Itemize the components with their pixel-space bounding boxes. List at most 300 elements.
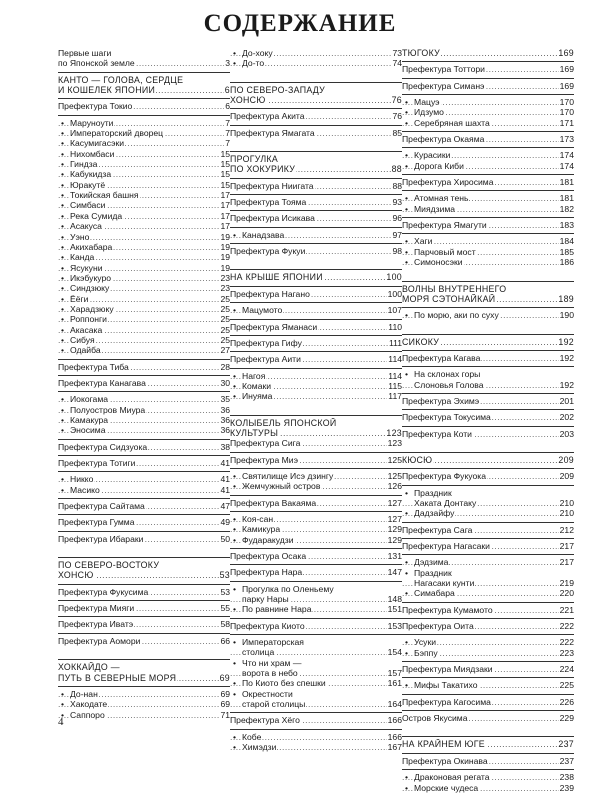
toc-subentry[interactable]	[58, 405, 230, 415]
toc-subentry[interactable]	[230, 647, 402, 657]
toc-entry-title: по Японской земле	[58, 58, 135, 69]
toc-subentry[interactable]	[58, 425, 230, 435]
toc-subentry[interactable]	[402, 161, 574, 171]
toc-entry[interactable]	[230, 455, 402, 465]
toc-entry[interactable]	[230, 438, 402, 448]
bullet-icon: •	[405, 193, 409, 204]
toc-subentry[interactable]	[230, 471, 402, 481]
toc-subentry[interactable]	[402, 247, 574, 257]
toc-entry[interactable]	[230, 197, 402, 207]
toc-entry[interactable]	[58, 619, 230, 629]
toc-section-heading[interactable]	[402, 284, 574, 294]
toc-entry[interactable]	[230, 128, 402, 138]
toc-entry-title: Атомная тень	[414, 193, 469, 204]
toc-subentry[interactable]	[230, 58, 402, 68]
toc-subentry[interactable]	[230, 678, 402, 688]
toc-entry-title: До-нан	[70, 688, 98, 699]
toc-subentry[interactable]	[230, 689, 402, 699]
toc-page-number: 129	[387, 534, 402, 545]
toc-entry[interactable]	[58, 603, 230, 613]
toc-entry[interactable]	[58, 501, 230, 511]
toc-entry-title: Парчовый мост	[414, 246, 476, 257]
toc-entry-title: КУЛЬТУРЫ	[230, 427, 279, 438]
toc-subentry[interactable]	[230, 48, 402, 58]
toc-page-number: 7	[225, 138, 230, 149]
toc-entry[interactable]	[230, 621, 402, 631]
toc-subentry[interactable]	[230, 594, 402, 604]
toc-entry-title: Усуки	[414, 637, 437, 648]
toc-page-number: 53	[219, 570, 230, 581]
toc-entry[interactable]	[230, 498, 402, 508]
bullet-icon: •	[61, 709, 65, 720]
toc-subentry[interactable]	[230, 481, 402, 491]
toc-page-number: 210	[559, 497, 574, 508]
toc-entry[interactable]	[230, 181, 402, 191]
bullet-icon: •	[405, 246, 409, 257]
toc-section-heading[interactable]	[58, 570, 230, 580]
toc-entry-title: Река Сумида	[70, 210, 123, 221]
toc-entry-title: Касумигасэки	[70, 138, 125, 149]
toc-entry[interactable]	[402, 621, 574, 631]
toc-entry[interactable]	[230, 213, 402, 223]
divider-rule	[58, 531, 230, 532]
toc-subentry[interactable]	[402, 568, 574, 578]
toc-subentry[interactable]	[230, 637, 402, 647]
toc-entry-title: Префектура Сайтама	[58, 501, 145, 512]
toc-entry[interactable]	[230, 246, 402, 256]
toc-entry[interactable]	[402, 713, 574, 723]
toc-section-heading[interactable]	[230, 272, 402, 282]
toc-entry-title: Префектура Кагава	[402, 352, 481, 363]
toc-section-heading[interactable]	[58, 560, 230, 570]
toc-entry-title: Праздник	[414, 487, 452, 498]
toc-page-number: 98	[392, 246, 402, 257]
toc-entry[interactable]	[230, 289, 402, 299]
divider-rule	[58, 498, 230, 499]
divider-rule	[402, 554, 574, 555]
toc-page-number: 237	[559, 755, 574, 766]
toc-subentry[interactable]	[230, 514, 402, 524]
toc-entry[interactable]	[402, 471, 574, 481]
toc-subentry[interactable]	[402, 193, 574, 203]
toc-page-number: 55	[220, 603, 230, 614]
toc-section-heading[interactable]	[402, 337, 574, 347]
toc-page-number: 221	[559, 604, 574, 615]
toc-entry-title: Префектура Яманаси	[230, 321, 318, 332]
toc-page-number: 185	[559, 246, 574, 257]
page-number: 4	[58, 716, 64, 728]
divider-rule	[230, 108, 402, 109]
toc-subentry[interactable]	[402, 578, 574, 588]
bullet-icon: •	[61, 210, 65, 221]
toc-entry-title: Уэно	[70, 231, 90, 242]
toc-subentry[interactable]	[230, 584, 402, 594]
toc-subentry[interactable]	[58, 415, 230, 425]
divider-rule	[230, 415, 402, 416]
toc-page-number: 147	[387, 567, 402, 578]
toc-subentry[interactable]	[402, 204, 574, 214]
toc-section-heading[interactable]	[402, 455, 574, 465]
toc-section-heading[interactable]	[230, 428, 402, 438]
toc-section-heading[interactable]	[402, 739, 574, 749]
toc-entry[interactable]	[230, 338, 402, 348]
bullet-icon: •	[61, 252, 65, 263]
section-gap	[230, 256, 402, 266]
toc-section-heading[interactable]	[58, 662, 230, 672]
divider-rule	[230, 319, 402, 320]
toc-page-number: 190	[559, 310, 574, 321]
toc-subentry[interactable]	[230, 524, 402, 534]
toc-entry-title: Префектура Коти	[402, 428, 472, 439]
toc-page-number: 27	[220, 345, 230, 356]
toc-subentry[interactable]	[58, 242, 230, 252]
toc-entry[interactable]	[402, 220, 574, 230]
toc-entry[interactable]	[402, 353, 574, 363]
toc-page-number: 202	[559, 412, 574, 423]
divider-rule	[230, 581, 402, 582]
divider-rule	[402, 602, 574, 603]
toc-entry[interactable]	[58, 442, 230, 452]
toc-page-number: 100	[386, 272, 402, 283]
toc-subentry[interactable]	[58, 335, 230, 345]
divider-rule	[402, 710, 574, 711]
toc-entry[interactable]	[230, 354, 402, 364]
toc-entry-title: Икэбукуро	[70, 272, 112, 283]
toc-page-number: 17	[220, 200, 230, 211]
bullet-icon: •	[61, 231, 65, 242]
toc-entry[interactable]	[402, 429, 574, 439]
toc-section-heading[interactable]	[58, 85, 230, 95]
toc-subentry[interactable]	[402, 772, 574, 782]
toc-entry-title: ХОНСЮ	[230, 95, 266, 106]
toc-subentry[interactable]	[230, 604, 402, 614]
toc-subentry[interactable]	[58, 325, 230, 335]
toc-subentry[interactable]	[230, 658, 402, 668]
toc-entry-title: Нагасаки кунти	[414, 578, 475, 589]
toc-entry-title: Дадзайфу	[414, 508, 455, 519]
toc-page-number: 53	[220, 586, 230, 597]
toc-column-2	[230, 48, 402, 753]
bullet-icon: •	[61, 117, 65, 128]
toc-section-heading[interactable]	[58, 673, 230, 683]
toc-entry-title: По Киото без спешки	[242, 678, 326, 689]
toc-page-number: 110	[388, 321, 402, 332]
toc-page-number: 169	[559, 64, 574, 75]
divider-rule	[402, 217, 574, 218]
toc-entry[interactable]	[58, 378, 230, 388]
toc-entry[interactable]	[402, 756, 574, 766]
toc-section-heading[interactable]	[402, 48, 574, 58]
bullet-icon: •	[61, 394, 65, 405]
toc-section-heading[interactable]	[230, 154, 402, 164]
section-gap	[230, 138, 402, 148]
toc-entry[interactable]	[230, 551, 402, 561]
toc-entry-title: Сибуя	[70, 334, 95, 345]
divider-rule	[230, 368, 402, 369]
divider-rule	[230, 227, 402, 228]
toc-entry-title: Префектура Миэ	[230, 454, 298, 465]
divider-rule	[58, 471, 230, 472]
divider-rule	[402, 233, 574, 234]
toc-subentry[interactable]	[58, 169, 230, 179]
toc-subentry[interactable]	[58, 200, 230, 210]
toc-subentry[interactable]	[402, 637, 574, 647]
bullet-icon: •	[233, 657, 237, 668]
divider-rule	[402, 366, 574, 367]
toc-entry-title: Кобе	[242, 731, 262, 742]
toc-subentry[interactable]	[402, 150, 574, 160]
toc-entry-title: Симбаси	[70, 200, 106, 211]
divider-rule	[58, 391, 230, 392]
toc-page-number: 25	[220, 314, 230, 325]
toc-subentry[interactable]	[58, 149, 230, 159]
toc-subentry[interactable]	[58, 394, 230, 404]
section-gap	[402, 723, 574, 733]
toc-page-number: 129	[387, 524, 402, 535]
toc-entry[interactable]	[230, 322, 402, 332]
bullet-icon: •	[61, 138, 65, 149]
toc-entry[interactable]	[58, 636, 230, 646]
toc-page-number: 88	[391, 164, 402, 175]
toc-page-number: 69	[219, 672, 230, 683]
divider-rule	[230, 618, 402, 619]
divider-rule	[230, 302, 402, 303]
toc-subentry[interactable]	[230, 305, 402, 315]
toc-entry-title: КАНТО — ГОЛОВА, СЕРДЦЕ	[58, 74, 184, 85]
toc-subentry[interactable]	[58, 138, 230, 148]
toc-entry[interactable]	[402, 664, 574, 674]
divider-rule	[402, 618, 574, 619]
toc-subentry[interactable]	[58, 273, 230, 283]
toc-subentry[interactable]	[230, 668, 402, 678]
divider-rule	[58, 557, 230, 558]
toc-subentry[interactable]	[58, 263, 230, 273]
toc-entry-title: Префектура Гумма	[58, 517, 135, 528]
toc-subentry[interactable]	[230, 230, 402, 240]
bullet-icon: •	[405, 107, 409, 118]
divider-rule	[402, 190, 574, 191]
bullet-icon: •	[233, 481, 237, 492]
toc-subentry[interactable]	[402, 488, 574, 498]
toc-subentry[interactable]	[58, 474, 230, 484]
toc-subentry[interactable]	[58, 211, 230, 221]
bullet-icon: •	[405, 772, 409, 783]
toc-subentry[interactable]	[58, 180, 230, 190]
divider-rule	[230, 729, 402, 730]
toc-entry[interactable]	[58, 58, 230, 68]
toc-entry-title: ХОНСЮ	[58, 570, 94, 581]
toc-subentry[interactable]	[58, 699, 230, 709]
toc-entry[interactable]	[58, 534, 230, 544]
toc-subentry[interactable]	[58, 190, 230, 200]
toc-page-number: 203	[559, 428, 574, 439]
toc-entry-title: Хаката Донтаку	[414, 497, 477, 508]
toc-entry[interactable]	[58, 362, 230, 372]
toc-subentry[interactable]	[58, 304, 230, 314]
bullet-icon: •	[405, 487, 409, 498]
toc-subentry[interactable]	[402, 236, 574, 246]
bullet-icon: •	[61, 148, 65, 159]
toc-entry-title: ПО СЕВЕРО-ВОСТОКУ	[58, 560, 160, 571]
toc-entry-title: Святилище Исэ дзингу	[242, 470, 334, 481]
toc-page-number: 123	[386, 427, 402, 438]
toc-entry-title: Курасики	[414, 150, 451, 161]
toc-subentry[interactable]	[58, 232, 230, 242]
toc-section-heading[interactable]	[230, 164, 402, 174]
toc-entry[interactable]	[58, 101, 230, 111]
toc-entry[interactable]	[402, 541, 574, 551]
toc-subentry[interactable]	[402, 369, 574, 379]
divider-rule	[230, 712, 402, 713]
toc-entry[interactable]	[402, 81, 574, 91]
toc-entry-title: Кабукидза	[70, 169, 112, 180]
toc-subentry[interactable]	[402, 557, 574, 567]
toc-entry-title: ТЮГОКУ	[402, 48, 440, 58]
divider-rule	[402, 452, 574, 453]
toc-entry-title: КЮСЮ	[402, 454, 433, 465]
toc-entry-title: Префектура Исикава	[230, 213, 315, 224]
toc-section-heading[interactable]	[230, 95, 402, 105]
toc-page-number: 88	[392, 180, 402, 191]
toc-subentry[interactable]	[58, 710, 230, 720]
toc-entry-title: Хаги	[414, 236, 433, 247]
toc-entry-title: Праздник	[414, 567, 452, 578]
toc-page-number: 170	[559, 97, 574, 108]
toc-page-number: 47	[220, 501, 230, 512]
toc-page-number: 30	[220, 377, 230, 388]
toc-subentry[interactable]	[58, 128, 230, 138]
toc-subentry[interactable]	[402, 257, 574, 267]
toc-subentry[interactable]	[58, 221, 230, 231]
toc-entry-title: Полуостров Миура	[70, 404, 146, 415]
bullet-icon: •	[61, 404, 65, 415]
toc-page-number: 114	[388, 354, 402, 365]
divider-rule	[230, 82, 402, 83]
toc-entry-title: Префектура Сига	[230, 438, 301, 449]
toc-entry-title: Префектура Окаяма	[402, 134, 485, 145]
toc-subentry[interactable]	[230, 699, 402, 709]
toc-subentry[interactable]	[402, 97, 574, 107]
toc-subentry[interactable]	[402, 118, 574, 128]
toc-page-number: 151	[387, 604, 402, 615]
toc-entry-title: Инуяма	[242, 391, 273, 402]
toc-entry[interactable]	[402, 134, 574, 144]
toc-subentry[interactable]	[230, 742, 402, 752]
toc-section-heading[interactable]	[230, 85, 402, 95]
toc-entry[interactable]	[402, 177, 574, 187]
toc-entry[interactable]	[402, 697, 574, 707]
toc-section-heading[interactable]	[230, 418, 402, 428]
toc-page-number: 181	[559, 193, 574, 204]
toc-subentry[interactable]	[402, 380, 574, 390]
bullet-icon: •	[233, 688, 237, 699]
toc-subentry[interactable]	[58, 283, 230, 293]
toc-entry-title: Окрестности	[242, 688, 293, 699]
toc-entry[interactable]	[402, 396, 574, 406]
toc-page-number: 71	[220, 709, 230, 720]
toc-subentry[interactable]	[402, 107, 574, 117]
toc-page-number: 69	[220, 688, 230, 699]
toc-page-number: 38	[220, 441, 230, 452]
toc-subentry[interactable]	[58, 314, 230, 324]
toc-subentry[interactable]	[230, 732, 402, 742]
toc-subentry[interactable]	[58, 345, 230, 355]
bullet-icon: •	[405, 782, 409, 793]
toc-entry[interactable]	[402, 605, 574, 615]
toc-subentry[interactable]	[402, 310, 574, 320]
bullet-icon: •	[405, 369, 409, 380]
toc-entry[interactable]	[230, 715, 402, 725]
divider-rule	[230, 151, 402, 152]
toc-entry[interactable]	[58, 587, 230, 597]
toc-subentry[interactable]	[58, 294, 230, 304]
toc-entry-title: Остров Якусима	[402, 713, 468, 724]
bullet-icon: •	[233, 470, 237, 481]
toc-entry-title: Префектура Токусима	[402, 412, 491, 423]
toc-page-number: 41	[220, 458, 230, 469]
toc-page-number: 23	[220, 283, 230, 294]
toc-subentry[interactable]	[402, 680, 574, 690]
bullet-icon: •	[61, 200, 65, 211]
toc-page-number: 170	[559, 107, 574, 118]
toc-page-number: 171	[559, 117, 574, 128]
toc-subentry[interactable]	[230, 381, 402, 391]
toc-page-number: 107	[387, 305, 402, 316]
toc-entry[interactable]	[402, 525, 574, 535]
toc-section-heading[interactable]	[402, 294, 574, 304]
section-gap	[58, 646, 230, 656]
section-gap	[402, 321, 574, 331]
divider-rule	[402, 538, 574, 539]
toc-subentry[interactable]	[230, 535, 402, 545]
toc-subentry[interactable]	[230, 371, 402, 381]
toc-entry[interactable]	[402, 64, 574, 74]
toc-subentry[interactable]	[58, 118, 230, 128]
toc-entry-title: Префектура Нагасаки	[402, 541, 490, 551]
toc-subentry[interactable]	[402, 588, 574, 598]
bullet-icon: •	[405, 680, 409, 691]
toc-entry[interactable]	[58, 48, 230, 58]
toc-subentry[interactable]	[402, 498, 574, 508]
toc-subentry[interactable]	[402, 648, 574, 658]
toc-subentry[interactable]	[230, 391, 402, 401]
toc-entry[interactable]	[58, 517, 230, 527]
toc-entry[interactable]	[230, 567, 402, 577]
toc-subentry[interactable]	[58, 689, 230, 699]
toc-subentry[interactable]	[402, 508, 574, 518]
toc-subentry[interactable]	[58, 485, 230, 495]
toc-subentry[interactable]	[58, 159, 230, 169]
toc-entry[interactable]	[230, 111, 402, 121]
divider-rule	[58, 359, 230, 360]
toc-page-number: 209	[559, 471, 574, 482]
toc-entry-title: Нагоя	[242, 370, 266, 381]
toc-entry[interactable]	[58, 458, 230, 468]
bullet-icon: •	[61, 425, 65, 436]
toc-subentry[interactable]	[402, 783, 574, 793]
bullet-icon: •	[61, 345, 65, 356]
toc-page-number: 36	[220, 404, 230, 415]
toc-entry-title: Префектура Окинава	[402, 755, 488, 766]
toc-entry-title: Одайба	[70, 345, 101, 356]
bullet-icon: •	[61, 688, 65, 699]
toc-entry-title: Акихабара	[70, 241, 113, 252]
toc-section-heading[interactable]	[58, 75, 230, 85]
toc-page-number: 66	[220, 635, 230, 646]
toc-subentry[interactable]	[58, 252, 230, 262]
toc-entry[interactable]	[402, 412, 574, 422]
toc-entry-title: НА КРЫШЕ ЯПОНИИ	[230, 272, 323, 283]
